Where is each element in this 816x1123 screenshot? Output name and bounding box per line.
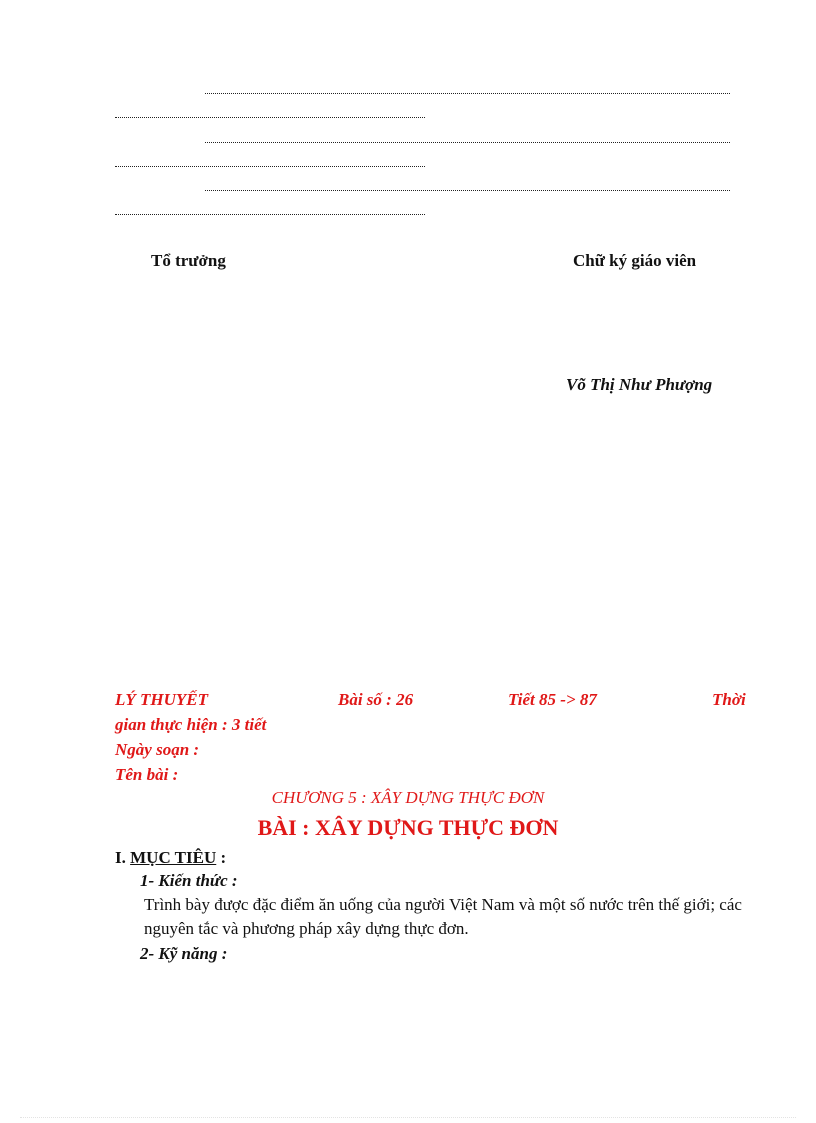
dotted-line-2b — [115, 166, 425, 167]
dotted-line-1a — [205, 93, 730, 94]
prep-date: Ngày soạn : — [115, 740, 200, 759]
section-number: I. — [115, 848, 131, 867]
skills-label: 2- Kỹ năng : — [140, 944, 228, 963]
lesson-number: Bài số : 26 — [338, 690, 414, 709]
periods: Tiết 85 -> 87 — [508, 690, 597, 709]
dotted-line-2a — [205, 142, 730, 143]
time-label-rest: gian thực hiện : 3 tiết — [115, 715, 267, 734]
dotted-line-1b — [115, 117, 425, 118]
teacher-signature-label: Chữ ký giáo viên — [573, 251, 697, 270]
dotted-line-3a — [205, 190, 730, 191]
chapter-title: CHƯƠNG 5 : XÂY DỰNG THỰC ĐƠN — [271, 788, 545, 807]
theory-label: LÝ THUYẾT — [115, 690, 209, 709]
department-head-label: Tổ trưởng — [151, 251, 226, 270]
knowledge-text: Trình bày được đặc điểm ăn uống của người Việt Nam và một số nước trên thế giới; các nguyên tắc và phương pháp xây dựng thực đơn. — [144, 895, 742, 938]
section-title: MỤC TIÊU — [130, 848, 217, 867]
dotted-line-3b — [115, 214, 425, 215]
teacher-name: Võ Thị Như Phượng — [566, 375, 713, 394]
time-label-start: Thời — [712, 690, 746, 709]
section-colon: : — [216, 848, 227, 867]
page-bottom-divider — [20, 1117, 796, 1118]
knowledge-label: 1- Kiến thức : — [140, 871, 238, 890]
lesson-title: BÀI : XÂY DỰNG THỰC ĐƠN — [257, 815, 559, 840]
lesson-name-label: Tên bài : — [115, 765, 179, 784]
section-heading — [115, 848, 226, 868]
